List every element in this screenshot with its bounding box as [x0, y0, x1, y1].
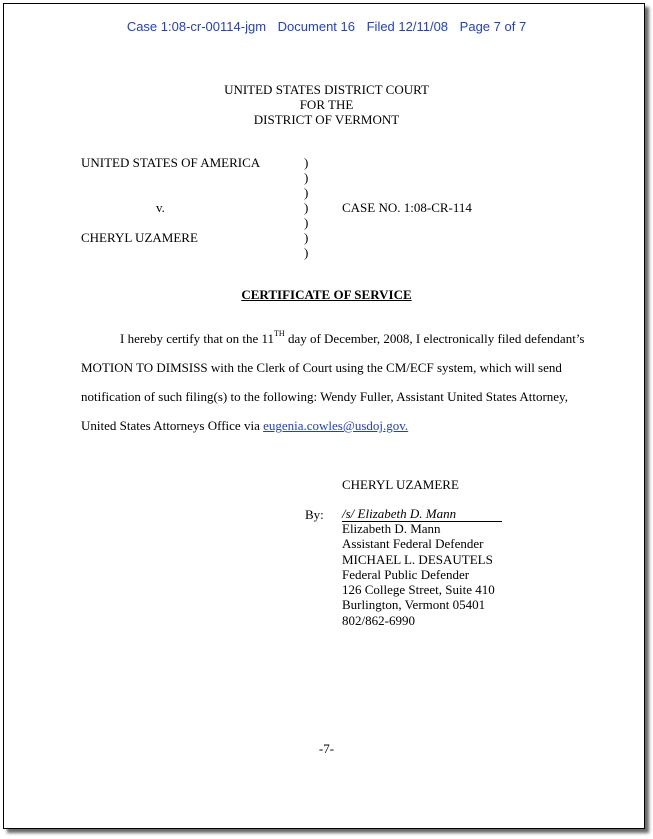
- caption-paren: ): [304, 170, 309, 185]
- signature-details: [342, 521, 495, 628]
- body-line-2: MOTION TO DIMSISS with the Clerk of Court using the CM/ECF system, which will send: [81, 360, 562, 375]
- header-filed: Filed 12/11/08: [366, 19, 449, 34]
- document-title: CERTIFICATE OF SERVICE: [241, 287, 412, 302]
- signature-by: By:: [305, 507, 324, 522]
- body-line-4-text: United States Attorneys Office via: [81, 418, 264, 433]
- body-line-1: [120, 331, 585, 347]
- caption-paren: ): [304, 245, 309, 260]
- page-number: -7-: [318, 741, 335, 756]
- signature-line: [342, 507, 502, 522]
- caption-paren: ): [304, 155, 309, 170]
- defender-name: MICHAEL L. DESAUTELS: [342, 551, 493, 567]
- email-link[interactable]: eugenia.cowles@usdoj.gov.: [263, 418, 409, 433]
- defendant: CHERYL UZAMERE: [81, 230, 198, 245]
- body-line-4: [81, 418, 408, 434]
- ecf-header: [0, 19, 653, 34]
- phone-number: 802/862-6990: [342, 612, 415, 628]
- header-page: Page 7 of 7: [459, 19, 527, 34]
- plaintiff: UNITED STATES OF AMERICA: [81, 155, 261, 170]
- body-line-1-start: I hereby certify that on the 11: [120, 331, 275, 346]
- caption-paren: ): [304, 215, 309, 230]
- signature-party: CHERYL UZAMERE: [342, 477, 459, 492]
- caption-paren: ): [304, 200, 309, 215]
- caption-paren: ): [304, 230, 309, 245]
- address-city: Burlington, Vermont 05401: [342, 597, 486, 613]
- case-number: CASE NO. 1:08-CR-114: [342, 200, 472, 215]
- defender-title: Federal Public Defender: [342, 566, 470, 582]
- body-line-1-end: day of December, 2008, I electronically filed defendant’s: [284, 331, 585, 346]
- address-street: 126 College Street, Suite 410: [342, 582, 495, 598]
- signer-name: Elizabeth D. Mann: [342, 521, 441, 536]
- header-document: Document 16: [277, 19, 355, 34]
- electronic-signature: /s/ Elizabeth D. Mann: [342, 506, 457, 521]
- court-for: FOR THE: [299, 97, 354, 112]
- body-line-3: notification of such filing(s) to the following: Wendy Fuller, Assistant United States Attorney,: [81, 389, 568, 404]
- court-district: DISTRICT OF VERMONT: [253, 112, 400, 127]
- header-case: Case 1:08-cr-00114-jgm: [126, 19, 267, 34]
- versus: v.: [156, 200, 165, 215]
- signer-title: Assistant Federal Defender: [342, 536, 484, 552]
- caption-paren: ): [304, 185, 309, 200]
- court-name: UNITED STATES DISTRICT COURT: [224, 82, 429, 97]
- ordinal-suffix: TH: [274, 329, 285, 338]
